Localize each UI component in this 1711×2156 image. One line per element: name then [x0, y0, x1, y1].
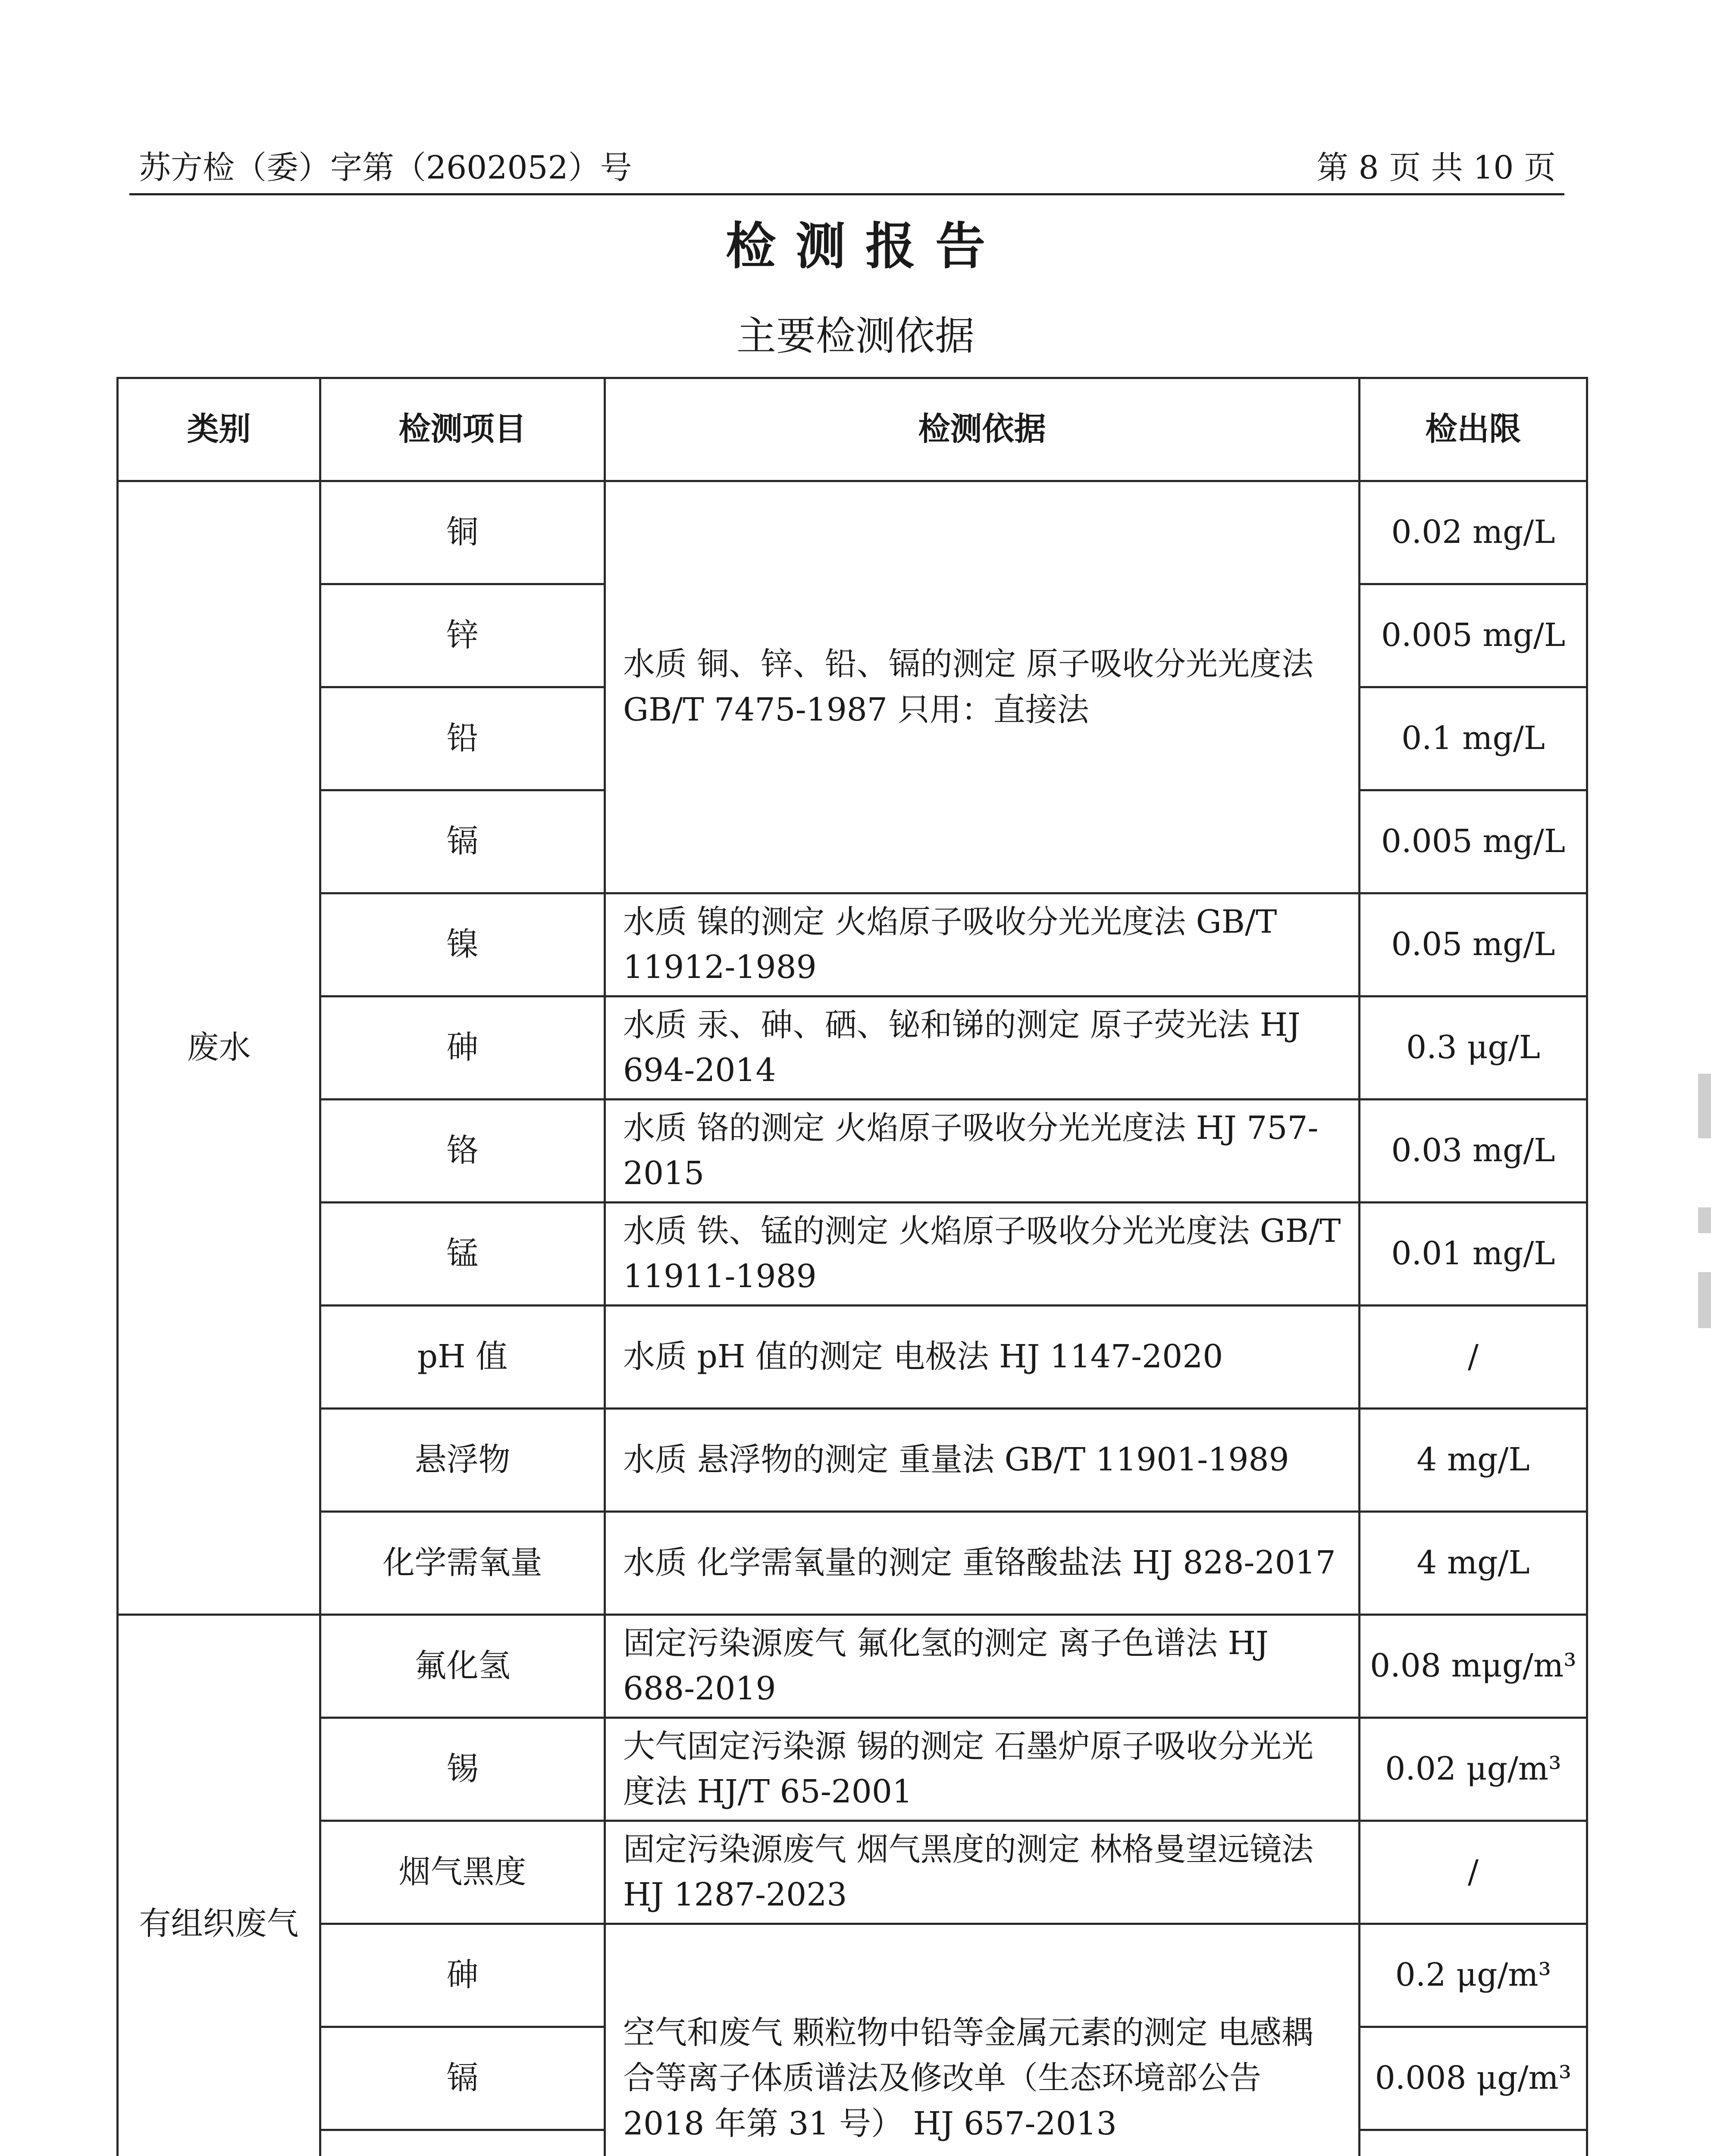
limit-cell [1360, 2130, 1587, 2156]
table-row [118, 997, 1587, 1100]
limit-cell: 0.02 μg/m³ [1360, 1718, 1587, 1821]
limit-cell: 4 mg/L [1360, 1409, 1587, 1512]
table-row [118, 1718, 1587, 1821]
limit-cell: 0.005 mg/L [1360, 790, 1587, 893]
item-cell: 砷 [320, 1924, 605, 2027]
limit-cell: 0.1 mg/L [1360, 687, 1587, 790]
table-row [118, 1100, 1587, 1203]
item-cell: 锌 [320, 584, 605, 687]
item-cell: 锡 [320, 1718, 605, 1821]
table-row [118, 1821, 1587, 1924]
method-cell: 水质 悬浮物的测定 重量法 GB/T 11901-1989 [605, 1409, 1360, 1512]
scan-edge-mark [1698, 1074, 1711, 1138]
header-limit: 检出限 [1360, 378, 1587, 481]
item-cell: 锰 [320, 1203, 605, 1306]
page-indicator: 第 8 页 共 10 页 [1316, 149, 1556, 186]
scan-edge-mark [1698, 1207, 1711, 1233]
item-cell: 悬浮物 [320, 1409, 605, 1512]
item-cell: 镉 [320, 2027, 605, 2130]
header-divider [129, 193, 1564, 195]
method-cell: 水质 汞、砷、硒、铋和锑的测定 原子荧光法 HJ 694-2014 [605, 997, 1360, 1100]
scan-edge-mark [1698, 1272, 1711, 1328]
method-cell: 水质 镍的测定 火焰原子吸收分光光度法 GB/T 11912-1989 [605, 893, 1360, 997]
limit-cell: 0.02 mg/L [1360, 481, 1587, 584]
table-row [118, 1512, 1587, 1615]
method-cell: 固定污染源废气 氟化氢的测定 离子色谱法 HJ 688-2019 [605, 1615, 1360, 1718]
table-row [118, 1615, 1587, 1718]
category-cell: 有组织废气 [118, 1615, 320, 2156]
item-cell: 铅 [320, 687, 605, 790]
limit-cell: 0.3 μg/L [1360, 997, 1587, 1100]
method-cell: 水质 化学需氧量的测定 重铬酸盐法 HJ 828-2017 [605, 1512, 1360, 1615]
limit-cell: 0.08 mμg/m³ [1360, 1615, 1587, 1718]
method-cell: 水质 铁、锰的测定 火焰原子吸收分光光度法 GB/T 11911-1989 [605, 1203, 1360, 1306]
detection-basis-table [116, 377, 1588, 2156]
limit-cell: 0.01 mg/L [1360, 1203, 1587, 1306]
item-cell: 铜 [320, 481, 605, 584]
method-cell: 大气固定污染源 锡的测定 石墨炉原子吸收分光光度法 HJ/T 65-2001 [605, 1718, 1360, 1821]
table-row [118, 1203, 1587, 1306]
report-number: 苏方检（委）字第（2602052）号 [139, 149, 632, 186]
method-cell: 水质 pH 值的测定 电极法 HJ 1147-2020 [605, 1306, 1360, 1409]
limit-cell: 0.005 mg/L [1360, 584, 1587, 687]
limit-cell: / [1360, 1821, 1587, 1924]
header-item: 检测项目 [320, 378, 605, 481]
report-title: 检测报告 [726, 217, 1005, 276]
limit-cell: 4 mg/L [1360, 1512, 1587, 1615]
limit-cell: / [1360, 1306, 1587, 1409]
item-cell: 化学需氧量 [320, 1512, 605, 1615]
item-cell [320, 2130, 605, 2156]
table-row [118, 1409, 1587, 1512]
item-cell: 氟化氢 [320, 1615, 605, 1718]
limit-cell: 0.05 mg/L [1360, 893, 1587, 997]
table-row [118, 1924, 1587, 2027]
table-header-row [118, 378, 1587, 481]
header-method: 检测依据 [605, 378, 1360, 481]
method-cell: 空气和废气 颗粒物中铅等金属元素的测定 电感耦合等离子体质谱法及修改单（生态环境部公告 2018 年第 31 号） HJ 657-2013 [605, 1924, 1360, 2156]
item-cell: 镍 [320, 893, 605, 997]
category-cell: 废水 [118, 481, 320, 1615]
limit-cell: 0.008 μg/m³ [1360, 2027, 1587, 2130]
item-cell: 砷 [320, 997, 605, 1100]
method-cell: 水质 铬的测定 火焰原子吸收分光光度法 HJ 757-2015 [605, 1100, 1360, 1203]
table-row [118, 893, 1587, 997]
header-category: 类别 [118, 378, 320, 481]
item-cell: 镉 [320, 790, 605, 893]
table-row [118, 1306, 1587, 1409]
limit-cell: 0.03 mg/L [1360, 1100, 1587, 1203]
item-cell: 烟气黑度 [320, 1821, 605, 1924]
method-cell: 固定污染源废气 烟气黑度的测定 林格曼望远镜法 HJ 1287-2023 [605, 1821, 1360, 1924]
limit-cell: 0.2 μg/m³ [1360, 1924, 1587, 2027]
item-cell: 铬 [320, 1100, 605, 1203]
report-subtitle: 主要检测依据 [736, 313, 975, 359]
method-cell: 水质 铜、锌、铅、镉的测定 原子吸收分光光度法 GB/T 7475-1987 只用：直接法 [605, 481, 1360, 893]
item-cell: pH 值 [320, 1306, 605, 1409]
table-row [118, 481, 1587, 584]
